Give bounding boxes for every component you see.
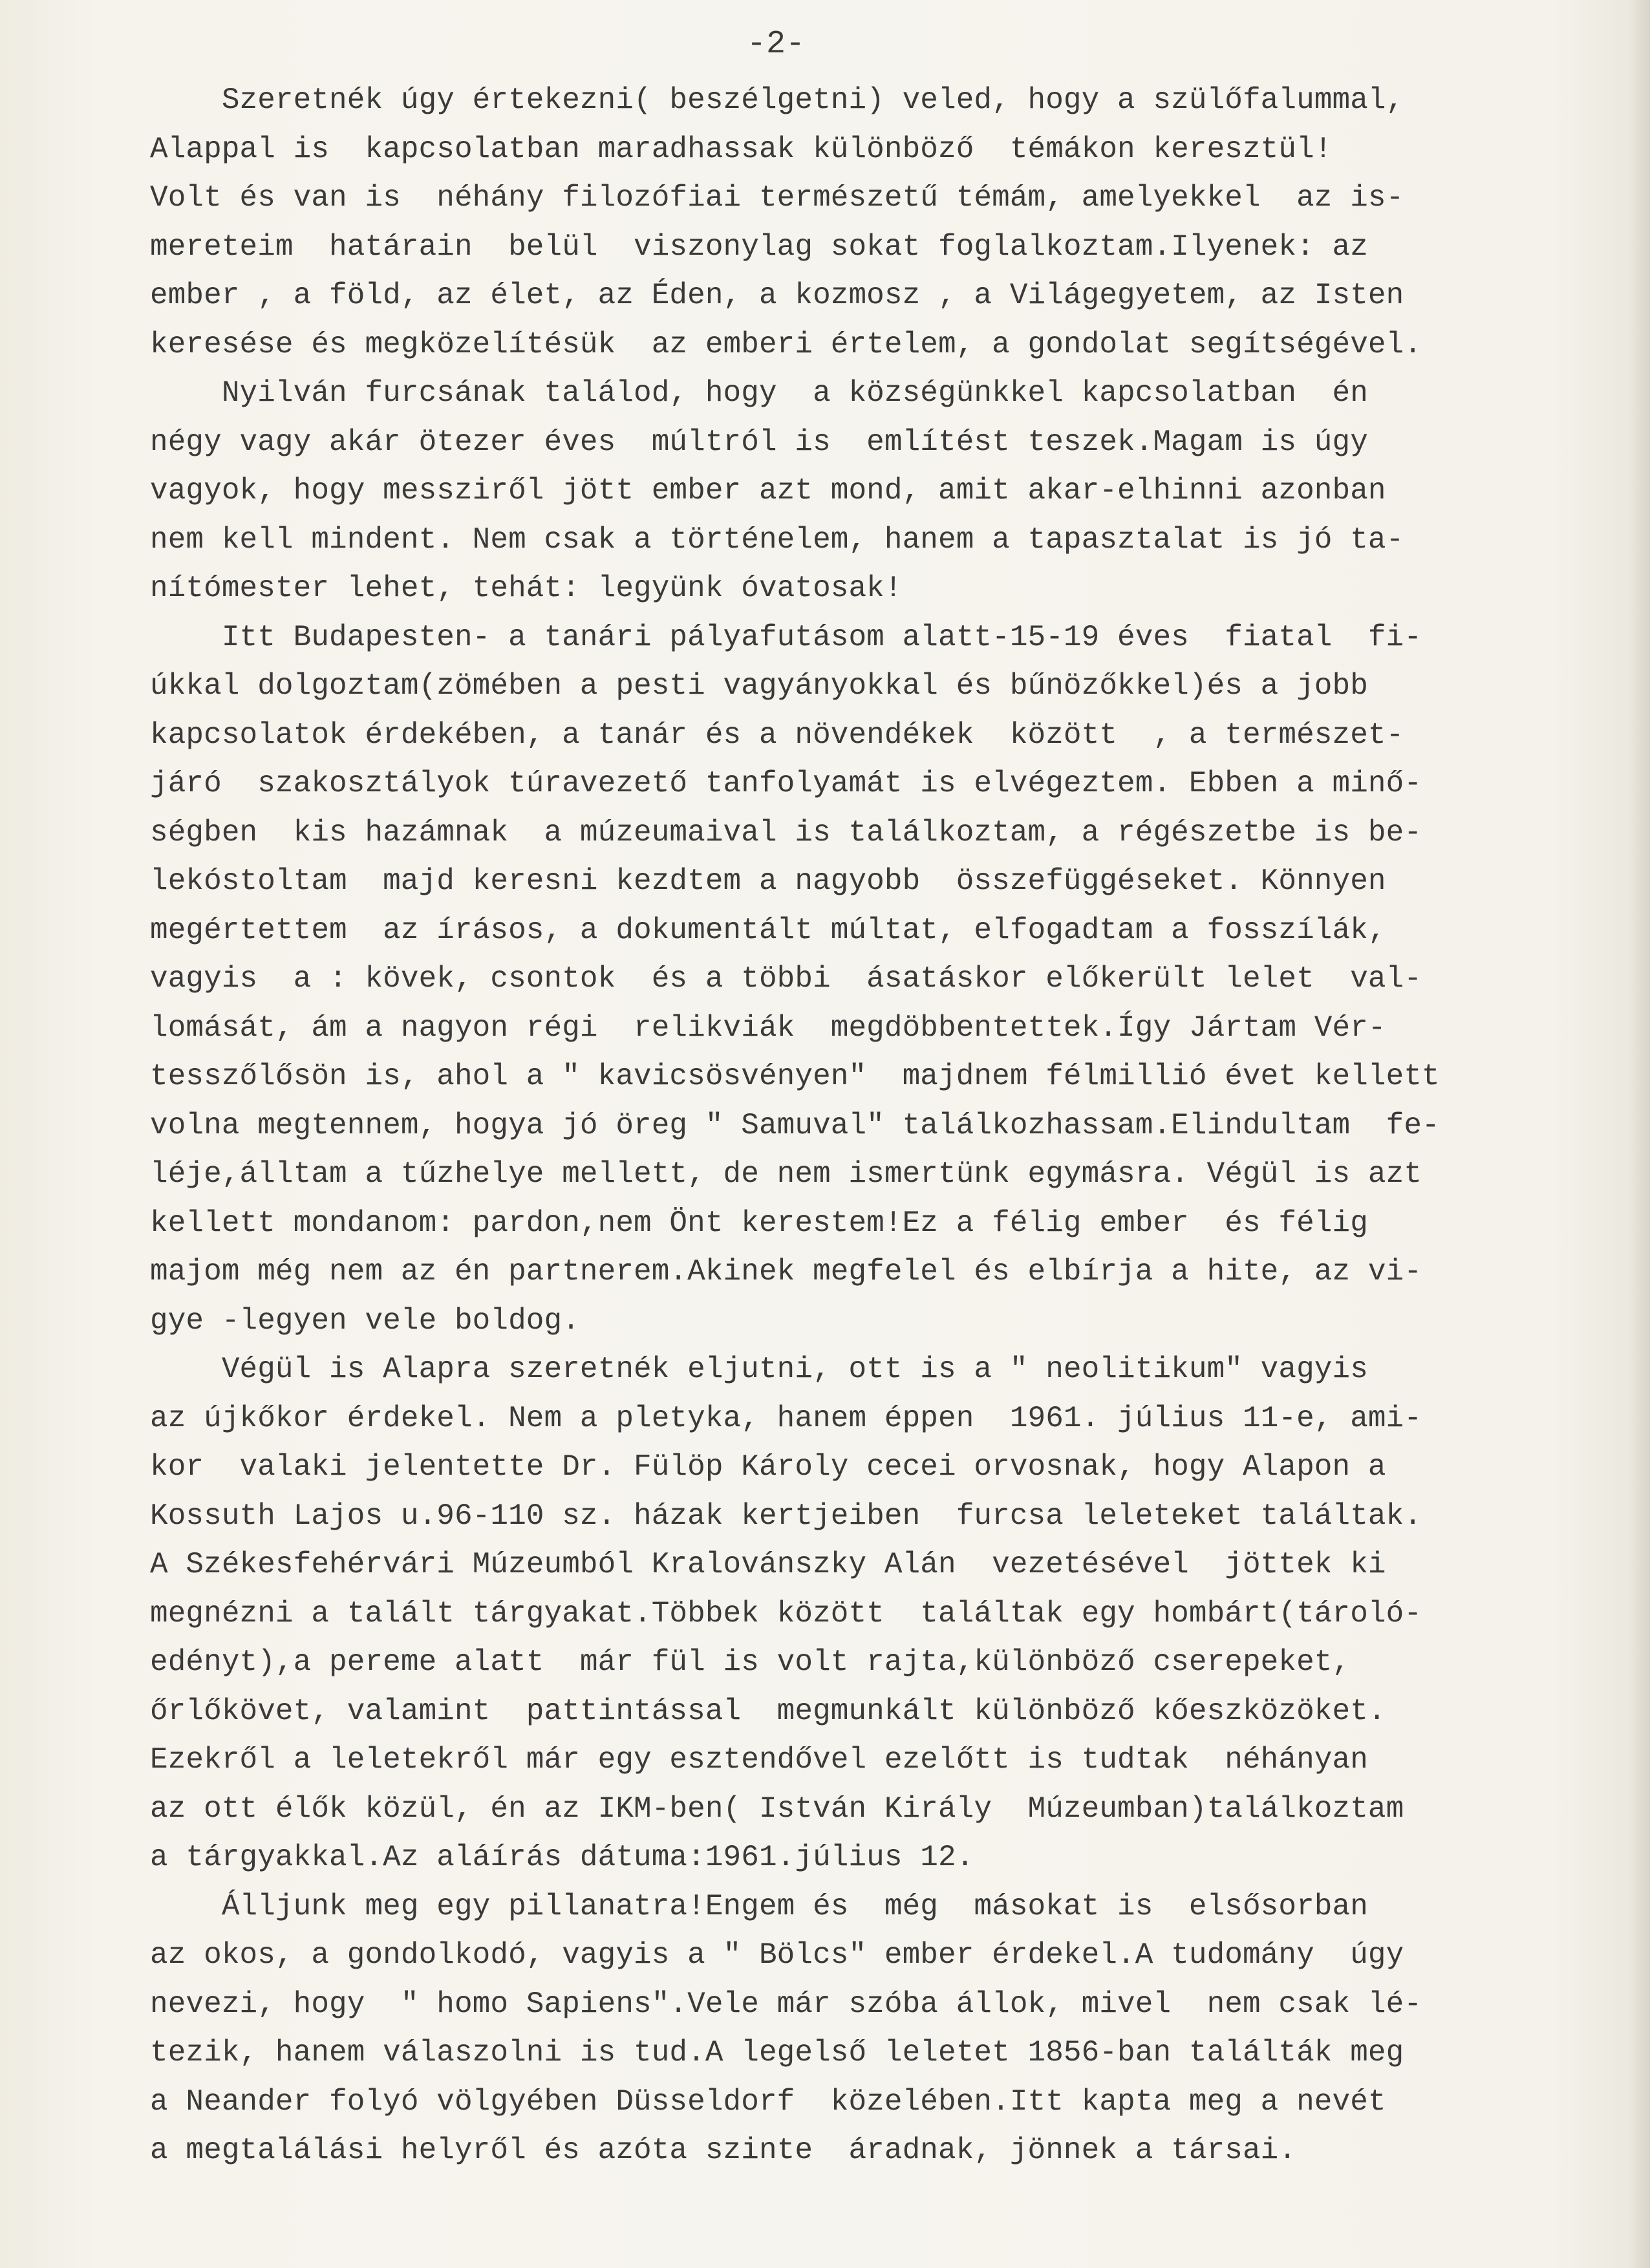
text-line: a tárgyakkal.Az aláírás dátuma:1961.július 12. <box>150 1841 974 1874</box>
text-line: nevezi, hogy " homo Sapiens".Vele már szóba állok, mivel nem csak lé- <box>150 1987 1422 2021</box>
text-line: kellett mondanom: pardon,nem Önt kerestem!Ez a félig ember és félig <box>150 1206 1368 1240</box>
text-line: az újkőkor érdekel. Nem a pletyka, hanem éppen 1961. július 11-e, ami- <box>150 1401 1422 1435</box>
text-line: Álljunk meg egy pillanatra!Engem és még másokat is elsősorban <box>150 1889 1368 1923</box>
text-line: Végül is Alapra szeretnék eljutni, ott is a " neolitikum" vagyis <box>150 1353 1368 1386</box>
text-line: edényt),a pereme alatt már fül is volt rajta,különböző cserepeket, <box>150 1645 1351 1679</box>
text-line: Ezekről a leletekről már egy esztendővel ezelőtt is tudtak néhányan <box>150 1743 1368 1777</box>
text-line: négy vagy akár ötezer éves múltról is említést teszek.Magam is úgy <box>150 425 1368 459</box>
text-line: majom még nem az én partnerem.Akinek megfelel és elbírja a hite, az vi- <box>150 1255 1422 1289</box>
text-line: Szeretnék úgy értekezni( beszélgetni) veled, hogy a szülőfalummal, <box>150 83 1404 117</box>
text-line: keresése és megközelítésük az emberi értelem, a gondolat segítségével. <box>150 327 1422 361</box>
text-line: mereteim határain belül viszonylag sokat foglalkoztam.Ilyenek: az <box>150 230 1368 264</box>
text-line: őrlőkövet, valamint pattintással megmunkált különböző kőeszközöket. <box>150 1694 1386 1728</box>
paper-edge-shadow <box>1628 0 1650 2268</box>
text-line: Volt és van is néhány filozófiai természetű témám, amelyekkel az is- <box>150 181 1404 215</box>
text-line: az ott élők közül, én az IKM-ben( István Király Múzeumban)találkoztam <box>150 1792 1404 1826</box>
body-text <box>150 76 1598 2176</box>
text-line: nem kell mindent. Nem csak a történelem, hanem a tapasztalat is jó ta- <box>150 522 1404 557</box>
text-line: Alappal is kapcsolatban maradhassak különböző témákon keresztül! <box>150 132 1333 166</box>
text-line: lomását, ám a nagyon régi relikviák megdöbbentettek.Így Jártam Vér- <box>150 1011 1386 1045</box>
text-line: vagyis a : kövek, csontok és a többi ásatáskor előkerült lelet val- <box>150 962 1422 996</box>
text-line: úkkal dolgoztam(zömében a pesti vagyányokkal és bűnözőkkel)és a jobb <box>150 669 1368 703</box>
text-line: léje,álltam a tűzhelye mellett, de nem ismertünk egymásra. Végül is azt <box>150 1157 1422 1191</box>
text-line: gye -legyen vele boldog. <box>150 1303 580 1338</box>
text-line: vagyok, hogy messziről jött ember azt mond, amit akar-elhinni azonban <box>150 474 1386 508</box>
text-line: nítómester lehet, tehát: legyünk óvatosak! <box>150 572 903 605</box>
text-line: ségben kis hazámnak a múzeumaival is találkoztam, a régészetbe is be- <box>150 815 1422 850</box>
text-line: Nyilván furcsának találod, hogy a községünkkel kapcsolatban én <box>150 376 1368 410</box>
text-line: megnézni a talált tárgyakat.Többek között találtak egy hombárt(tároló- <box>150 1596 1422 1631</box>
text-line: megértettem az írásos, a dokumentált múltat, elfogadtam a fosszílák, <box>150 913 1386 947</box>
text-line: az okos, a gondolkodó, vagyis a " Bölcs" ember érdekel.A tudomány úgy <box>150 1938 1404 1972</box>
text-line: Kossuth Lajos u.96-110 sz. házak kertjeiben furcsa leleteket találtak. <box>150 1499 1422 1533</box>
text-line: tesszőlősön is, ahol a " kavicsösvényen" majdnem félmillió évet kellett <box>150 1060 1440 1093</box>
text-line: a megtalálási helyről és azóta szinte áradnak, jönnek a társai. <box>150 2134 1297 2167</box>
text-line: a Neander folyó völgyében Düsseldorf közelében.Itt kapta meg a nevét <box>150 2084 1386 2119</box>
page-number: -2- <box>746 26 805 63</box>
text-line: lekóstoltam majd keresni kezdtem a nagyobb összefüggéseket. Könnyen <box>150 864 1386 898</box>
text-line: A Székesfehérvári Múzeumból Kralovánszky Alán vezetésével jöttek ki <box>150 1548 1386 1581</box>
text-line: kor valaki jelentette Dr. Fülöp Károly cecei orvosnak, hogy Alapon a <box>150 1450 1386 1484</box>
text-line: volna megtennem, hogya jó öreg " Samuval" találkozhassam.Elindultam fe- <box>150 1108 1440 1142</box>
text-line: ember , a föld, az élet, az Éden, a kozmosz , a Világegyetem, az Isten <box>150 279 1404 312</box>
text-line: járó szakosztályok túravezető tanfolyamát is elvégeztem. Ebben a minő- <box>150 767 1422 800</box>
text-line: tezik, hanem válaszolni is tud.A legelső leletet 1856-ban találták meg <box>150 2036 1404 2070</box>
text-line: Itt Budapesten- a tanári pályafutásom alatt-15-19 éves fiatal fi- <box>150 620 1422 654</box>
text-line: kapcsolatok érdekében, a tanár és a növendékek között , a természet- <box>150 718 1404 752</box>
